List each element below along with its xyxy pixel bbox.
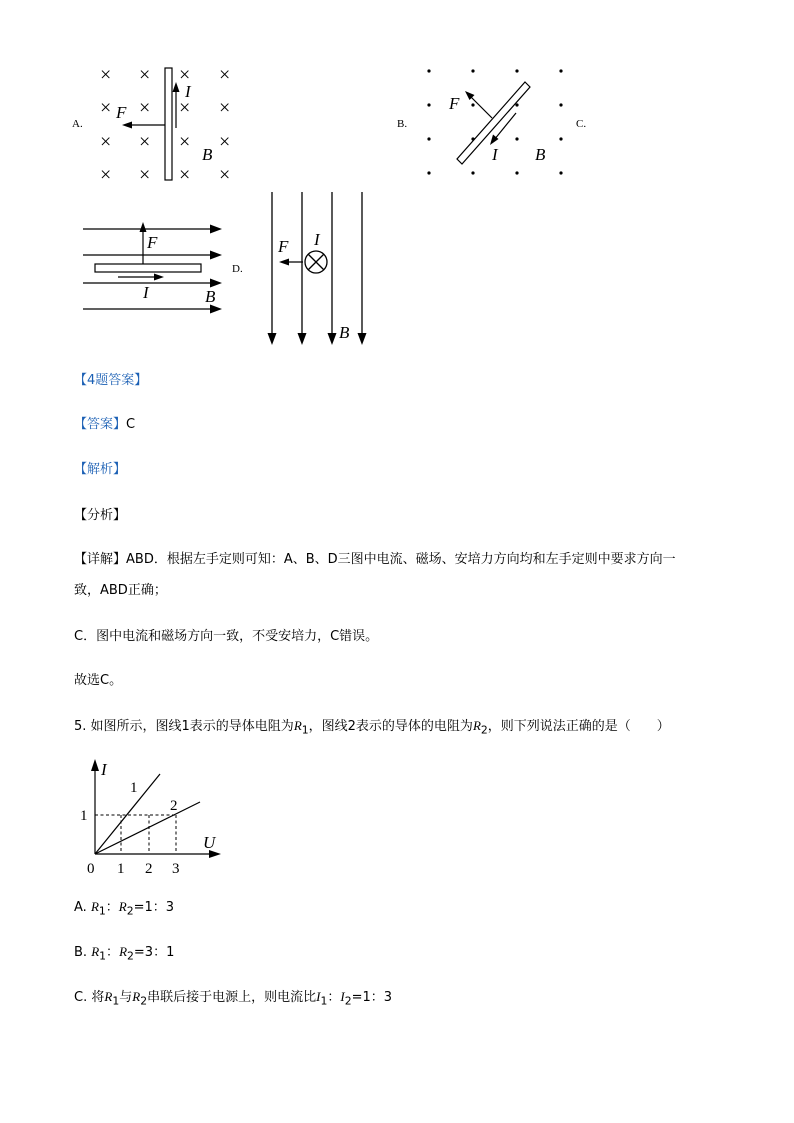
field-cross: ×: [139, 64, 151, 86]
current-label: I: [143, 283, 149, 302]
field-label: B: [202, 145, 213, 164]
y-tick-1: 1: [80, 808, 88, 824]
x-tick-2: 2: [145, 861, 153, 877]
field-cross: ×: [219, 164, 231, 186]
field-cross: ×: [100, 164, 112, 186]
graph-line-1: [95, 774, 160, 854]
field-cross: ×: [219, 131, 231, 153]
field-cross: ×: [100, 97, 112, 119]
field-label: B: [339, 323, 350, 342]
current-label: I: [492, 145, 498, 164]
origin-label: 0: [87, 861, 95, 877]
x-tick-1: 1: [117, 861, 125, 877]
graph-line-2: [95, 802, 200, 854]
field-cross: ×: [100, 131, 112, 153]
field-cross: ×: [100, 64, 112, 86]
question-5-stem: 5. 如图所示，图线1表示的导体电阻为$R_1$，图线2表示的导体的电阻为$R_2$，则下列说法正确的是（ ）: [74, 718, 670, 737]
field-cross: ×: [139, 164, 151, 186]
line-2-label: 2: [170, 798, 178, 814]
field-label: B: [535, 145, 546, 164]
option-d-label: D.: [232, 263, 243, 275]
field-cross: ×: [179, 64, 191, 86]
field-cross: ×: [219, 64, 231, 86]
y-axis-label: I: [101, 760, 107, 779]
q5-option-c[interactable]: C. 将$R_1$与$R_2$串联后接于电源上，则电流比$I_1$：$I_2=1$：3: [74, 989, 393, 1008]
answer-4-fenxi-label: 【分析】: [74, 508, 127, 523]
answer-4-analysis-label: 【解析】: [74, 462, 127, 477]
current-label: I: [185, 82, 191, 101]
answer-4-line-c: C．图中电流和磁场方向一致，不受安培力，C错误。: [74, 629, 379, 644]
field-cross: ×: [219, 97, 231, 119]
answer-4-conclusion: 故选C。: [74, 673, 123, 688]
option-c-label: C.: [576, 118, 587, 130]
answer-4-detail-line2: 致，ABD正确；: [74, 583, 167, 598]
x-axis-label: U: [203, 833, 216, 852]
field-cross: ×: [139, 97, 151, 119]
force-label: F: [278, 237, 289, 256]
option-b-label: B.: [397, 118, 408, 130]
answer-4-heading: 【4题答案】: [74, 373, 148, 388]
answer-4-answer: 【答案】C: [74, 417, 136, 432]
q5-option-b[interactable]: B. $R_1$：$R_2=3$：1: [74, 944, 175, 963]
field-cross: ×: [179, 164, 191, 186]
field-cross: ×: [179, 131, 191, 153]
q5-option-a[interactable]: A. $R_1$：$R_2=1$：3: [74, 899, 175, 918]
current-label: I: [314, 230, 320, 249]
answer-4-detail-line1: 【详解】ABD．根据左手定则可知：A、B、D三图中电流、磁场、安培力方向均和左手定则中要求方向一: [74, 552, 676, 567]
x-tick-3: 3: [172, 861, 180, 877]
field-label: B: [205, 287, 216, 306]
force-label: F: [116, 103, 127, 122]
force-label: F: [449, 94, 460, 113]
field-cross: ×: [179, 97, 191, 119]
line-1-label: 1: [130, 780, 138, 796]
force-label: F: [147, 233, 158, 252]
field-cross: ×: [139, 131, 151, 153]
option-a-label: A.: [72, 118, 83, 130]
